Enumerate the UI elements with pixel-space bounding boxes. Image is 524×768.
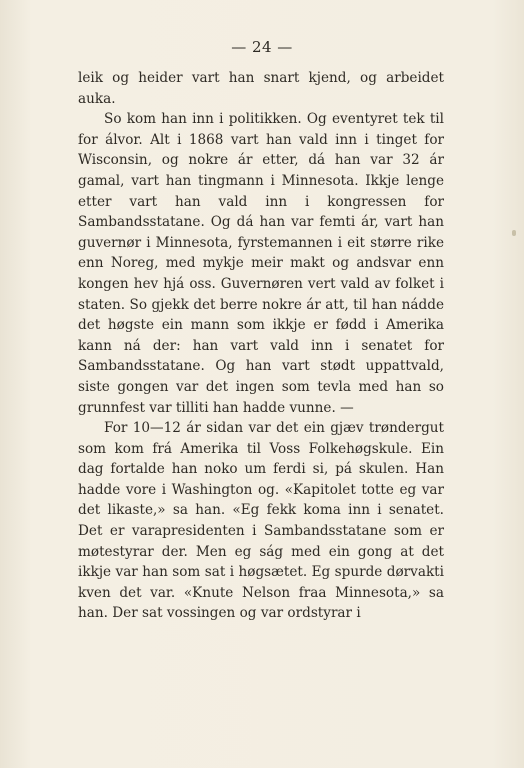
paragraph-3: For 10—12 ár sidan var det ein gjæv trøndergut som kom frá Amerika til Voss Folkehøgskule. Ein dag fortalde han noko um ferdi si, pá skulen. Han hadde vore i Washington og. «Kapitolet totte eg var det likaste,» sa han. «Eg fekk koma inn i senatet. Det er varapresidenten i Sambandsstatane som er møtestyrar der. Men eg ság med ein gong at det ikkje var han som sat i høgsætet. Eg spurde dørvakti kven det var. «Knute Nelson fraa Minnesota,» sa han. Der sat vossingen og var ordstyrar i — [78, 420, 444, 622]
body-text — [78, 68, 444, 624]
paragraph-1: leik og heider vart han snart kjend, og arbeidet auka. — [78, 70, 444, 107]
page-number: — 24 — — [231, 38, 293, 56]
paper-stain — [512, 230, 516, 236]
paragraph-2: So kom han inn i politikken. Og eventyret tek til for álvor. Alt i 1868 vart han vald inn i tinget for Wisconsin, og nokre ár etter, dá han var 32 ár gamal, vart han tingmann i Minnesota. Ikkje lenge etter vart han vald inn i kongressen for Sambandsstatane. Og dá han var femti ár, vart han guvernør i Minnesota, fyrstemannen i eit større rike enn Noreg, med mykje meir makt og andsvar enn kongen hev hjá oss. Guvernøren vert vald av folket i staten. So gjekk det berre nokre ár att, til han nádde det høgste ein mann som ikkje er fødd i Amerika kann ná der: han vart vald inn i senatet for Sambandsstatane. Og han vart stødt uppattvald, siste gongen var det ingen som tevla med han so grunnfest var tilliti han hadde vunne. — — [78, 111, 444, 416]
